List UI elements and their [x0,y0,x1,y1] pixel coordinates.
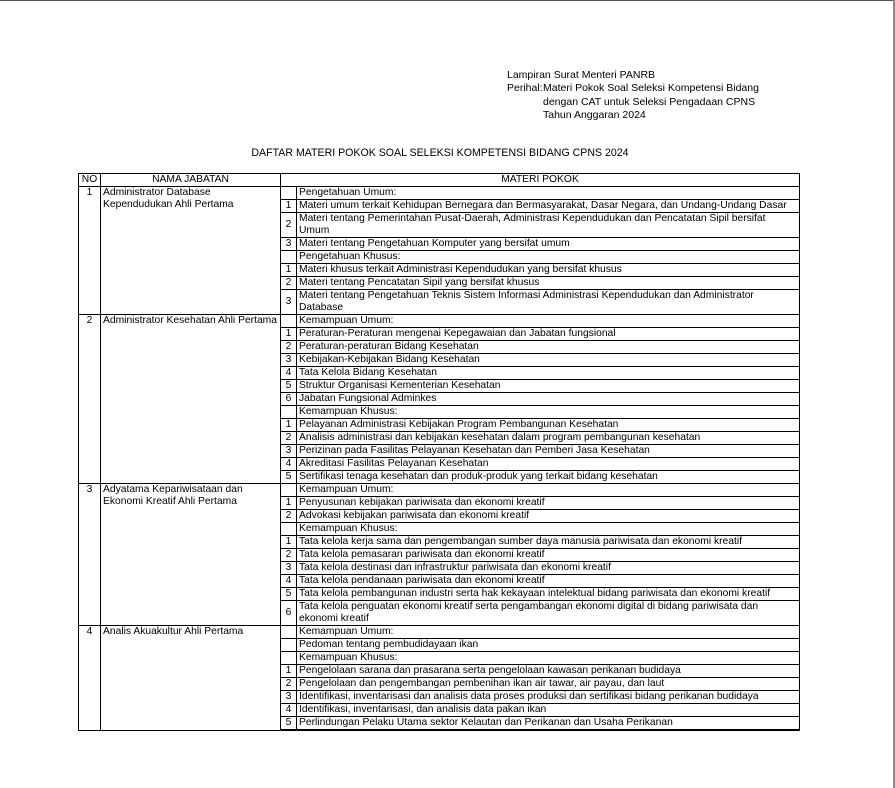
item-number: 2 [281,277,297,290]
materi-item: Pengelolaan dan pengembangan pembenihan ikan air tawar, air payau, dan laut [297,678,800,691]
letter-reference [507,69,759,123]
item-number [281,652,297,665]
perihal-line: dengan CAT untuk Seleksi Pengadaan CPNS [543,95,756,108]
item-number [281,315,297,328]
table-row [79,626,800,639]
item-number: 1 [281,497,297,510]
materi-item: Materi tentang Pengetahuan Komputer yang bersifat umum [297,238,800,251]
materi-item: Tata kelola pemasaran pariwisata dan ekonomi kreatif [297,549,800,562]
item-number: 3 [281,354,297,367]
table-body [79,187,800,731]
section-label: Pedoman tentang pembudidayaan ikan [297,639,800,652]
materi-item: Materi tentang Pencatatan Sipil yang bersifat khusus [297,277,800,290]
job-number: 2 [79,315,101,484]
table-row [79,187,800,200]
materi-item: Identifikasi, inventarisasi dan analisis data proses produksi dan sertifikasi bidang perikanan budidaya [297,691,800,704]
materi-item: Pelayanan Administrasi Kebijakan Program Pembangunan Kesehatan [297,419,800,432]
item-number: 4 [281,704,297,717]
header-materi: MATERI POKOK [281,174,800,187]
materi-item: Materi tentang Pemerintahan Pusat-Daerah, Administrasi Kependudukan dan Pencatatan Sipil bersifat Umum [297,213,800,238]
item-number: 4 [281,367,297,380]
item-number: 2 [281,510,297,523]
materi-item: Akreditasi Fasilitas Pelayanan Kesehatan [297,458,800,471]
job-title: Administrator Kesehatan Ahli Pertama [101,315,281,484]
materi-item: Identifikasi, inventarisasi, dan analisis data pakan ikan [297,704,800,717]
materi-item: Kebijakan-Kebijakan Bidang Kesehatan [297,354,800,367]
item-number: 1 [281,328,297,341]
materi-item: Analisis administrasi dan kebijakan kesehatan dalam program pembangunan kesehatan [297,432,800,445]
materi-item: Penyusunan kebijakan pariwisata dan ekonomi kreatif [297,497,800,510]
table-row [79,484,800,497]
item-number: 3 [281,562,297,575]
table-row [79,315,800,328]
item-number: 5 [281,471,297,484]
header-jabatan: NAMA JABATAN [101,174,281,187]
job-number: 1 [79,187,101,315]
item-number: 1 [281,665,297,678]
materi-item: Advokasi kebijakan pariwisata dan ekonomi kreatif [297,510,800,523]
materi-item: Jabatan Fungsional Adminkes [297,393,800,406]
item-number: 1 [281,536,297,549]
item-number: 3 [281,691,297,704]
item-number: 3 [281,290,297,315]
job-number: 4 [79,626,101,731]
materi-item: Tata kelola pembangunan industri serta hak kekayaan intelektual bidang pariwisata dan ekonomi kreatif [297,588,800,601]
materi-item: Perizinan pada Fasilitas Pelayanan Kesehatan dan Pemberi Jasa Kesehatan [297,445,800,458]
item-number: 3 [281,238,297,251]
item-number: 1 [281,200,297,213]
job-title: Adyatama Kepariwisataan dan Ekonomi Kreatif Ahli Pertama [101,484,281,626]
document-title: DAFTAR MATERI POKOK SOAL SELEKSI KOMPETENSI BIDANG CPNS 2024 [251,147,629,159]
perihal-line: Materi Pokok Soal Seleksi Kompetensi Bidang [543,82,759,95]
section-label: Kemampuan Umum: [297,484,800,497]
page-top-border [0,0,895,1]
materi-item: Peraturan-peraturan Bidang Kesehatan [297,341,800,354]
materi-item: Sertifikasi tenaga kesehatan dan produk-produk yang terkait bidang kesehatan [297,471,800,484]
item-number: 1 [281,419,297,432]
section-label: Kemampuan Khusus: [297,523,800,536]
item-number [281,187,297,200]
section-label: Kemampuan Umum: [297,626,800,639]
section-label: Kemampuan Khusus: [297,406,800,419]
item-number: 6 [281,393,297,406]
materi-item: Struktur Organisasi Kementerian Kesehatan [297,380,800,393]
materi-item: Peraturan-Peraturan mengenai Kepegawaian dan Jabatan fungsional [297,328,800,341]
materi-item: Pengelolaan sarana dan prasarana serta pengelolaan kawasan perikanan budidaya [297,665,800,678]
item-number: 5 [281,717,297,730]
job-title: Analis Akuakultur Ahli Pertama [101,626,281,731]
item-number: 4 [281,458,297,471]
materi-item: Perlindungan Pelaku Utama sektor Kelautan dan Perikanan dan Usaha Perikanan [297,717,800,730]
materi-item: Tata kelola pendanaan pariwisata dan ekonomi kreatif [297,575,800,588]
item-number: 2 [281,549,297,562]
materi-item: Materi umum terkait Kehidupan Bernegara dan Bermasyarakat, Dasar Negara, dan Undang-Undang Dasar [297,200,800,213]
item-number [281,639,297,652]
item-number: 2 [281,678,297,691]
item-number: 6 [281,601,297,626]
item-number: 4 [281,575,297,588]
item-number [281,523,297,536]
job-number: 3 [79,484,101,626]
materi-item: Tata kelola kerja sama dan pengembangan sumber daya manusia pariwisata dan ekonomi kreatif [297,536,800,549]
item-number [281,251,297,264]
section-label: Pengetahuan Umum: [297,187,800,200]
item-number: 1 [281,264,297,277]
materi-item: Tata Kelola Bidang Kesehatan [297,367,800,380]
section-label: Pengetahuan Khusus: [297,251,800,264]
item-number: 2 [281,432,297,445]
item-number: 2 [281,341,297,354]
section-label: Kemampuan Umum: [297,315,800,328]
item-number: 5 [281,380,297,393]
section-label: Kemampuan Khusus: [297,652,800,665]
section-label [297,730,800,731]
item-number [281,406,297,419]
materi-item: Materi khusus terkait Administrasi Kependudukan yang bersifat khusus [297,264,800,277]
letter-line: Lampiran Surat Menteri PANRB [507,69,656,81]
item-number [281,484,297,497]
perihal-line: Tahun Anggaran 2024 [543,109,646,122]
job-title: Administrator Database Kependudukan Ahli Pertama [101,187,281,315]
header-no: NO [79,174,101,187]
materi-table [78,173,800,731]
item-number: 5 [281,588,297,601]
item-number: 2 [281,213,297,238]
materi-item: Tata kelola destinasi dan infrastruktur pariwisata dan ekonomi kreatif [297,562,800,575]
materi-item: Tata kelola penguatan ekonomi kreatif serta pengambangan ekonomi digital di bidang pariwisata dan ekonomi kreatif [297,601,800,626]
materi-item: Materi tentang Pengetahuan Teknis Sistem Informasi Administrasi Kependudukan dan Administrator Database [297,290,800,315]
perihal-label: Perihal: [507,82,543,95]
item-number [281,730,297,731]
item-number [281,626,297,639]
item-number: 3 [281,445,297,458]
